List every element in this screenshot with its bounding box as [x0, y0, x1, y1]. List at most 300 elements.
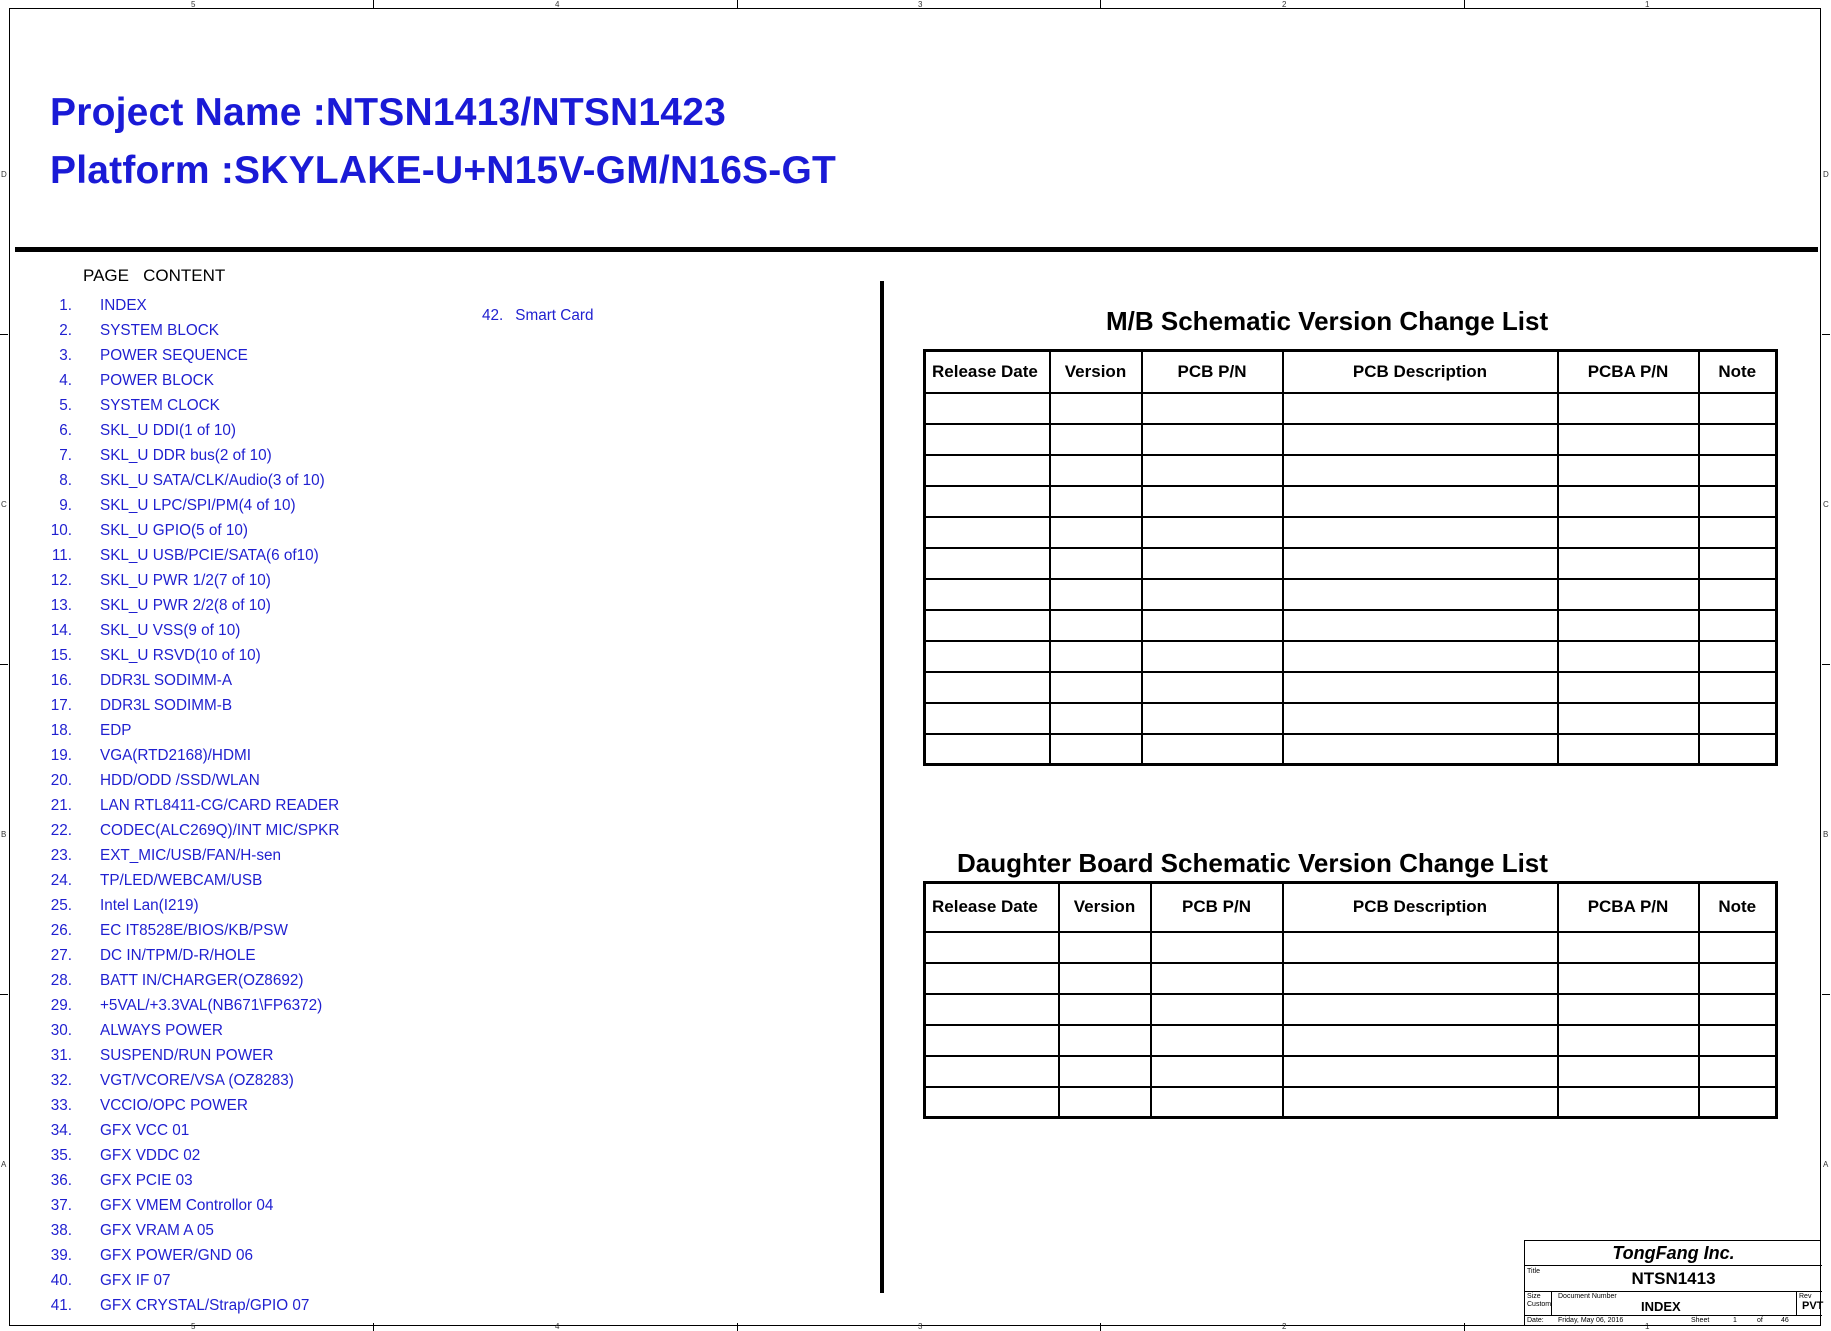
table-cell: [1142, 486, 1283, 517]
index-item-42: [482, 307, 593, 325]
table-cell: [1558, 1087, 1699, 1118]
index-item-number: 7.: [59, 447, 72, 464]
sheet-label: Sheet: [1691, 1317, 1710, 1324]
index-item-number: 42.: [482, 307, 504, 324]
index-item-number: 19.: [50, 747, 72, 764]
of-label: of: [1757, 1317, 1763, 1324]
index-item-label: SKL_U RSVD(10 of 10): [100, 647, 261, 664]
table-cell: [925, 579, 1050, 610]
table-cell: [1142, 517, 1283, 548]
table-cell: [1558, 424, 1699, 455]
table-cell: [1050, 610, 1142, 641]
table-cell: [1283, 1087, 1558, 1118]
index-item: [40, 672, 380, 692]
zone-row-label: B: [1, 830, 7, 839]
table-row: [925, 641, 1777, 672]
doc-number-label: Document Number: [1558, 1293, 1617, 1300]
table-cell: [1283, 734, 1558, 765]
zone-tick: [373, 0, 374, 8]
zone-tick: [0, 664, 8, 665]
table-header-row: [925, 351, 1777, 393]
table-cell: [925, 455, 1050, 486]
column-header: PCBA P/N: [1558, 883, 1699, 932]
table-cell: [1283, 486, 1558, 517]
index-item-label: GFX VRAM A 05: [100, 1222, 214, 1239]
rev-value: PVT: [1802, 1300, 1824, 1312]
table-cell: [925, 963, 1059, 994]
table-cell: [1050, 455, 1142, 486]
table-cell: [925, 1025, 1059, 1056]
index-item: [40, 947, 380, 967]
table-cell: [1699, 517, 1777, 548]
index-item: [40, 322, 380, 342]
index-item: [40, 622, 380, 642]
index-item: [40, 1072, 380, 1092]
index-item-label: SKL_U PWR 2/2(8 of 10): [100, 597, 271, 614]
table-cell: [1699, 932, 1777, 963]
table-row: [925, 424, 1777, 455]
table-cell: [925, 548, 1050, 579]
index-item-number: 28.: [50, 972, 72, 989]
zone-row-label: D: [1, 170, 7, 179]
table-row: [925, 963, 1777, 994]
index-item-number: 26.: [50, 922, 72, 939]
index-item: [40, 822, 380, 842]
table-cell: [1283, 579, 1558, 610]
table-cell: [925, 517, 1050, 548]
index-item-number: 18.: [50, 722, 72, 739]
zone-row-label: A: [1823, 1160, 1829, 1169]
index-item-label: TP/LED/WEBCAM/USB: [100, 872, 263, 889]
table-cell: [1699, 1087, 1777, 1118]
index-item: [40, 697, 380, 717]
table-cell: [1283, 994, 1558, 1025]
platform-title: Platform :SKYLAKE-U+N15V-GM/N16S-GT: [50, 149, 837, 192]
table-header-row: [925, 883, 1777, 932]
vertical-divider: [880, 281, 884, 1293]
table-cell: [1142, 703, 1283, 734]
index-item-label: GFX VMEM Controllor 04: [100, 1197, 274, 1214]
table-cell: [1558, 1025, 1699, 1056]
table-cell: [1059, 1056, 1151, 1087]
index-item-number: 23.: [50, 847, 72, 864]
table-cell: [1699, 963, 1777, 994]
size-label: Size: [1527, 1293, 1541, 1300]
header-divider-rule: [15, 247, 1818, 252]
title-label: Title: [1527, 1268, 1540, 1275]
index-item-label: GFX VDDC 02: [100, 1147, 201, 1164]
zone-column-label: 1: [1645, 0, 1650, 9]
table-cell: [1283, 963, 1558, 994]
table-cell: [1151, 994, 1283, 1025]
index-item-label: EC IT8528E/BIOS/KB/PSW: [100, 922, 288, 939]
index-item: [40, 1047, 380, 1067]
column-header: Version: [1050, 351, 1142, 393]
index-item-number: 29.: [50, 997, 72, 1014]
table-cell: [1699, 703, 1777, 734]
table-cell: [1283, 1056, 1558, 1087]
index-item-label: HDD/ODD /SSD/WLAN: [100, 772, 260, 789]
table-cell: [1059, 932, 1151, 963]
index-item-number: 1.: [59, 297, 72, 314]
index-item: [40, 1297, 380, 1317]
zone-row-label: C: [1, 500, 7, 509]
table-cell: [925, 734, 1050, 765]
index-item: [40, 872, 380, 892]
zone-tick: [1464, 1323, 1465, 1331]
index-item-label: SUSPEND/RUN POWER: [100, 1047, 274, 1064]
index-item-label: EXT_MIC/USB/FAN/H-sen: [100, 847, 282, 864]
index-item: [40, 772, 380, 792]
table-cell: [1283, 672, 1558, 703]
table-cell: [1283, 548, 1558, 579]
table-cell: [1558, 672, 1699, 703]
index-item-label: SYSTEM BLOCK: [100, 322, 220, 339]
zone-tick: [0, 994, 8, 995]
column-header: Version: [1059, 883, 1151, 932]
table-cell: [1558, 641, 1699, 672]
table-cell: [1558, 579, 1699, 610]
table-cell: [925, 1087, 1059, 1118]
zone-tick: [1822, 664, 1830, 665]
index-item-label: SKL_U SATA/CLK/Audio(3 of 10): [100, 472, 325, 489]
index-item-label: GFX IF 07: [100, 1272, 171, 1289]
table-cell: [925, 1056, 1059, 1087]
index-item-label: DC IN/TPM/D-R/HOLE: [100, 947, 256, 964]
index-item-label: VCCIO/OPC POWER: [100, 1097, 248, 1114]
table-cell: [1050, 734, 1142, 765]
index-item: [40, 472, 380, 492]
table-cell: [1050, 703, 1142, 734]
index-item-number: 30.: [50, 1022, 72, 1039]
index-item: [40, 747, 380, 767]
zone-column-label: 4: [555, 1322, 560, 1331]
table-cell: [1699, 672, 1777, 703]
table-cell: [1059, 1025, 1151, 1056]
index-item-number: 5.: [59, 397, 72, 414]
zone-row-label: C: [1823, 500, 1829, 509]
zone-column-label: 5: [191, 1322, 196, 1331]
table-cell: [1283, 517, 1558, 548]
column-header: PCB Description: [1283, 883, 1558, 932]
zone-tick: [0, 334, 8, 335]
index-item-number: 38.: [50, 1222, 72, 1239]
zone-column-label: 5: [191, 0, 196, 9]
company-name: TongFang Inc.: [1612, 1243, 1735, 1263]
table-cell: [1558, 734, 1699, 765]
column-header: PCBA P/N: [1558, 351, 1699, 393]
index-item-label: Intel Lan(I219): [100, 897, 199, 914]
size-value: Custom: [1527, 1301, 1552, 1308]
table-cell: [1059, 963, 1151, 994]
index-item-number: 8.: [59, 472, 72, 489]
page-content-header: PAGE CONTENT: [83, 266, 226, 285]
index-item: [40, 1097, 380, 1117]
index-item: [40, 1247, 380, 1267]
index-item-number: 33.: [50, 1097, 72, 1114]
index-item-label: DDR3L SODIMM-A: [100, 672, 233, 689]
index-item: [40, 372, 380, 392]
table-cell: [1050, 517, 1142, 548]
table-cell: [1558, 486, 1699, 517]
table-cell: [1050, 393, 1142, 424]
index-item-label: SKL_U LPC/SPI/PM(4 of 10): [100, 497, 296, 514]
index-item-number: 34.: [50, 1122, 72, 1139]
table-cell: [925, 486, 1050, 517]
table-row: [925, 1087, 1777, 1118]
zone-row-label: A: [1, 1160, 7, 1169]
table-cell: [1699, 393, 1777, 424]
index-item: [40, 1022, 380, 1042]
zone-tick: [1822, 334, 1830, 335]
zone-row-label: D: [1823, 170, 1829, 179]
index-item-label: INDEX: [100, 297, 147, 314]
table-cell: [1699, 455, 1777, 486]
column-header: Release Date: [925, 883, 1059, 932]
index-item: [40, 597, 380, 617]
table-cell: [1151, 1087, 1283, 1118]
zone-tick: [737, 1323, 738, 1331]
index-item: [40, 997, 380, 1017]
table-cell: [925, 424, 1050, 455]
doc-number: INDEX: [1641, 1299, 1681, 1314]
index-item-number: 12.: [50, 572, 72, 589]
index-item-number: 24.: [50, 872, 72, 889]
index-item-number: 36.: [50, 1172, 72, 1189]
table-cell: [1151, 1025, 1283, 1056]
index-item-label: BATT IN/CHARGER(OZ8692): [100, 972, 304, 989]
table-cell: [925, 393, 1050, 424]
index-item: [40, 422, 380, 442]
table-cell: [1050, 548, 1142, 579]
table-cell: [1558, 455, 1699, 486]
table-cell: [1151, 963, 1283, 994]
table-cell: [1283, 455, 1558, 486]
table-cell: [1283, 703, 1558, 734]
table-cell: [1699, 734, 1777, 765]
index-item: [40, 647, 380, 667]
table-cell: [1142, 734, 1283, 765]
table-cell: [925, 932, 1059, 963]
table-cell: [925, 610, 1050, 641]
mb-version-change-table: [923, 349, 1778, 766]
index-item-label: CODEC(ALC269Q)/INT MIC/SPKR: [100, 822, 340, 839]
zone-column-label: 3: [918, 0, 923, 9]
index-item-number: 10.: [50, 522, 72, 539]
index-item-number: 14.: [50, 622, 72, 639]
index-item: [40, 347, 380, 367]
table-cell: [1699, 1025, 1777, 1056]
table-cell: [1142, 393, 1283, 424]
table-cell: [1142, 424, 1283, 455]
index-item-label: SKL_U DDI(1 of 10): [100, 422, 237, 439]
zone-column-label: 3: [918, 1322, 923, 1331]
index-item-number: 20.: [50, 772, 72, 789]
table-cell: [1142, 672, 1283, 703]
table-cell: [925, 703, 1050, 734]
date-value: Friday, May 06, 2016: [1558, 1317, 1624, 1324]
index-item: [40, 447, 380, 467]
table-cell: [1699, 424, 1777, 455]
index-item-number: 21.: [50, 797, 72, 814]
table-cell: [1699, 610, 1777, 641]
index-item-label: VGT/VCORE/VSA (OZ8283): [100, 1072, 294, 1089]
table-cell: [1059, 1087, 1151, 1118]
index-item-label: SYSTEM CLOCK: [100, 397, 220, 414]
table-cell: [1283, 610, 1558, 641]
index-item: [40, 972, 380, 992]
table-cell: [1699, 486, 1777, 517]
title-block: [1524, 1240, 1824, 1326]
column-header: PCB Description: [1283, 351, 1558, 393]
table-cell: [1142, 548, 1283, 579]
table-cell: [925, 672, 1050, 703]
index-item-number: 22.: [50, 822, 72, 839]
column-header: PCB P/N: [1142, 351, 1283, 393]
table-cell: [1699, 548, 1777, 579]
table-row: [925, 1056, 1777, 1087]
index-item-number: 17.: [50, 697, 72, 714]
table-row: [925, 486, 1777, 517]
total-sheets: 46: [1781, 1317, 1789, 1324]
index-item-label: GFX POWER/GND 06: [100, 1247, 253, 1264]
table-cell: [1151, 1056, 1283, 1087]
zone-column-label: 2: [1282, 1322, 1287, 1331]
index-item-number: 6.: [59, 422, 72, 439]
date-label: Date:: [1527, 1317, 1544, 1324]
index-item-number: 2.: [59, 322, 72, 339]
index-item: [40, 1147, 380, 1167]
index-item-label: POWER SEQUENCE: [100, 347, 248, 364]
zone-row-label: B: [1823, 830, 1829, 839]
table-cell: [1283, 641, 1558, 672]
zone-tick: [1822, 994, 1830, 995]
index-item: [40, 497, 380, 517]
index-item-label: EDP: [100, 722, 132, 739]
table-cell: [1050, 672, 1142, 703]
index-item: [40, 397, 380, 417]
index-item: [40, 1222, 380, 1242]
table-cell: [1558, 548, 1699, 579]
mb-table-title: M/B Schematic Version Change List: [1106, 306, 1549, 336]
table-cell: [1699, 579, 1777, 610]
index-item: [40, 297, 380, 317]
index-item-number: 16.: [50, 672, 72, 689]
drawing-title: NTSN1413: [1631, 1269, 1716, 1288]
table-row: [925, 734, 1777, 765]
index-item-label: SKL_U VSS(9 of 10): [100, 622, 241, 639]
index-item: [40, 522, 380, 542]
table-cell: [1558, 393, 1699, 424]
index-item: [40, 547, 380, 567]
index-item: [40, 797, 380, 817]
table-cell: [1050, 641, 1142, 672]
zone-tick: [737, 0, 738, 8]
table-row: [925, 455, 1777, 486]
index-item-label: LAN RTL8411-CG/CARD READER: [100, 797, 340, 814]
table-cell: [1558, 1056, 1699, 1087]
index-item-label: Smart Card: [515, 307, 594, 324]
table-cell: [1283, 1025, 1558, 1056]
table-cell: [1151, 932, 1283, 963]
table-cell: [1283, 424, 1558, 455]
index-item: [40, 847, 380, 867]
index-item-number: 25.: [50, 897, 72, 914]
table-cell: [1558, 703, 1699, 734]
table-row: [925, 517, 1777, 548]
table-row: [925, 994, 1777, 1025]
table-cell: [1558, 963, 1699, 994]
table-cell: [1283, 932, 1558, 963]
zone-column-label: 2: [1282, 0, 1287, 9]
zone-column-label: 1: [1645, 1322, 1650, 1331]
index-item-number: 35.: [50, 1147, 72, 1164]
table-row: [925, 703, 1777, 734]
index-item-label: GFX CRYSTAL/Strap/GPIO 07: [100, 1297, 310, 1314]
index-item-number: 32.: [50, 1072, 72, 1089]
index-item: [40, 897, 380, 917]
index-item-number: 31.: [50, 1047, 72, 1064]
table-cell: [1142, 455, 1283, 486]
index-item-label: VGA(RTD2168)/HDMI: [100, 747, 252, 764]
column-header: PCB P/N: [1151, 883, 1283, 932]
index-item-number: 11.: [51, 547, 72, 564]
table-cell: [925, 641, 1050, 672]
rev-label: Rev: [1799, 1293, 1812, 1300]
index-item-label: ALWAYS POWER: [100, 1022, 223, 1039]
table-cell: [1050, 486, 1142, 517]
column-header: Note: [1699, 351, 1777, 393]
index-item-label: GFX VCC 01: [100, 1122, 190, 1139]
table-row: [925, 579, 1777, 610]
index-item-number: 41.: [50, 1297, 72, 1314]
index-item-number: 37.: [50, 1197, 72, 1214]
index-item-label: SKL_U PWR 1/2(7 of 10): [100, 572, 271, 589]
zone-tick: [1464, 0, 1465, 8]
index-item-number: 40.: [50, 1272, 72, 1289]
index-item: [40, 1197, 380, 1217]
index-item: [40, 572, 380, 592]
table-cell: [1142, 579, 1283, 610]
table-row: [925, 1025, 1777, 1056]
table-cell: [1050, 579, 1142, 610]
column-header: Release Date: [925, 351, 1050, 393]
db-version-change-table: [923, 881, 1778, 1119]
index-item-number: 4.: [59, 372, 72, 389]
table-cell: [925, 994, 1059, 1025]
index-item-label: SKL_U USB/PCIE/SATA(6 of10): [100, 547, 319, 564]
table-cell: [1059, 994, 1151, 1025]
index-item-label: SKL_U DDR bus(2 of 10): [100, 447, 272, 464]
zone-tick: [1100, 1323, 1101, 1331]
table-cell: [1699, 1056, 1777, 1087]
table-cell: [1699, 641, 1777, 672]
index-item-number: 39.: [50, 1247, 72, 1264]
zone-tick: [1100, 0, 1101, 8]
zone-tick: [373, 1323, 374, 1331]
index-item-label: +5VAL/+3.3VAL(NB671\FP6372): [100, 997, 323, 1014]
index-item: [40, 1122, 380, 1142]
table-row: [925, 610, 1777, 641]
index-item-number: 3.: [59, 347, 72, 364]
index-item-number: 27.: [50, 947, 72, 964]
table-cell: [1558, 932, 1699, 963]
project-name-title: Project Name :NTSN1413/NTSN1423: [50, 91, 726, 134]
table-cell: [1142, 641, 1283, 672]
table-row: [925, 932, 1777, 963]
index-item-label: POWER BLOCK: [100, 372, 214, 389]
table-cell: [1050, 424, 1142, 455]
